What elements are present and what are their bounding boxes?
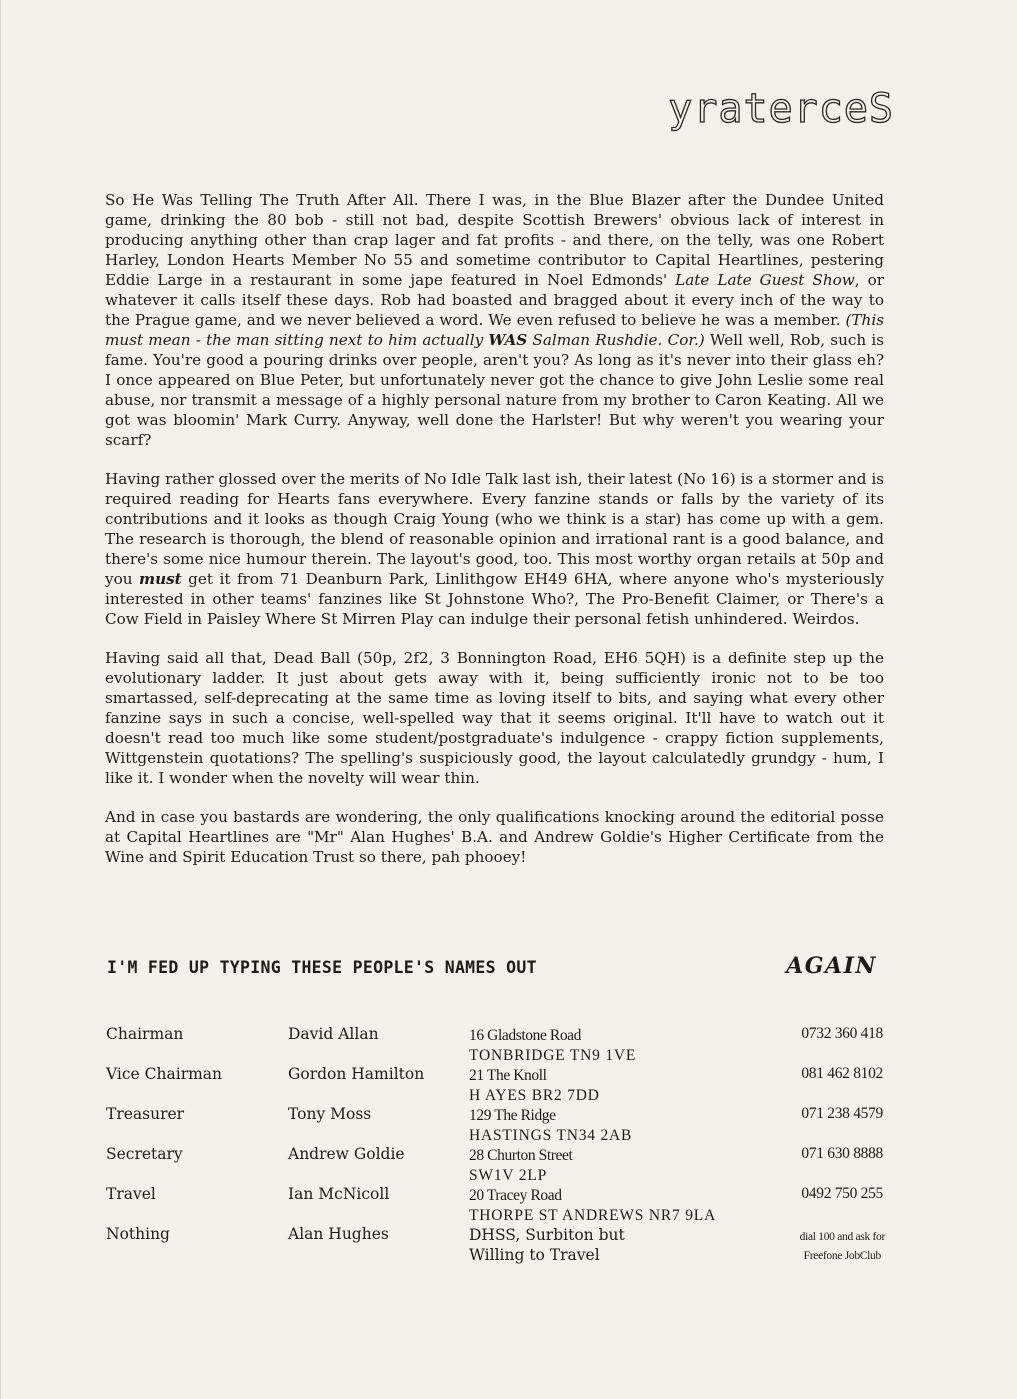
officer-row-vice-chairman (105, 1065, 895, 1105)
text-run: Having rather glossed over the merits of No Idle Talk last ish, their latest (No 16) is a stormer and is required reading for Hearts fans everywhere. Every fanzine stands or falls by the variety of its contributions and it looks as though Craig Young (who we think is a star) has come up with a gem. The research is thorough, the blend of reasonable opinion and irrational rant is a good balance, and there's some nice humour therein. The layout's good, too. This most worthy organ retails at 50p and you (105, 470, 884, 588)
officer-phone-note (800, 1228, 885, 1266)
article-body (105, 190, 884, 886)
address-street: 20 Tracey Road (469, 1187, 562, 1204)
officer-phone: 0492 750 255 (801, 1185, 883, 1202)
officer-role: Nothing (106, 1225, 170, 1243)
page-heading: yratercеS (668, 86, 894, 132)
officer-row-chairman (105, 1025, 895, 1065)
paragraph-3: Having said all that, Dead Ball (50p, 2f2, 3 Bonnington Road, EH6 5QH) is a definite step up the evolutionary ladder. It just about gets away with it, being sufficiently ironic not to be too smartassed, self-deprecating at the same time as loving itself to bits, and saying what every other fanzine says in such a concise, well-spelled way that it seems original. It'll have to watch out it doesn't read too much like some student/postgraduate's indulgence - crappy fiction supplements, Wittgenstein quotations? The spelling's suspiciously good, the layout calculatedly grundgy - hum, I like it. I wonder when the novelty will wear thin. (105, 649, 884, 787)
officer-role: Chairman (106, 1025, 184, 1043)
officer-phone: 081 462 8102 (801, 1065, 883, 1082)
text-run: Well well, Rob, such is fame. You're good a pouring drinks over people, aren't you? As long as it's never into their glass eh? I once appeared on Blue Peter, but unfortunately never got the chance to give John Leslie some real abuse, nor transmit a message of a highly personal nature from my brother to Caron Keating. All we got was bloomin' Mark Curry. Anyway, well done the Harlster! But why weren't you wearing your scarf? (105, 331, 884, 449)
officer-address (469, 1225, 625, 1265)
paragraph-1 (105, 190, 884, 450)
officer-name: Ian McNicoll (288, 1185, 390, 1203)
address-town: SW1V 2LP (469, 1167, 548, 1184)
text-run: , or whatever it calls itself these days. Rob had boasted and bragged about it every inch of the way to the Prague game, and we never believed a word. We even refused to believe he was a member. (105, 271, 885, 329)
officer-role: Vice Chairman (106, 1065, 223, 1083)
officer-role: Treasurer (106, 1105, 185, 1123)
officers-heading-text: I'M FED UP TYPING THESE PEOPLE'S NAMES OUT (107, 958, 537, 977)
address-town: TONBRIDGE TN9 1VE (469, 1047, 637, 1064)
officer-row-nothing (105, 1225, 895, 1265)
officer-row-travel (105, 1185, 895, 1225)
officer-row-secretary (105, 1145, 895, 1185)
officers-heading-emphasis: AGAIN (786, 953, 877, 979)
address-town: THORPE ST ANDREWS NR7 9LA (469, 1207, 717, 1224)
address-town: Willing to Travel (469, 1246, 600, 1264)
address-street: 28 Churton Street (469, 1147, 573, 1164)
address-town: H AYES BR2 7DD (469, 1087, 600, 1104)
officer-row-treasurer (105, 1105, 895, 1145)
officer-role: Secretary (106, 1145, 183, 1163)
text-run: So He Was Telling The Truth After All. There I was, in the Blue Blazer after the Dundee United game, drinking the 80 bob - still not bad, despite Scottish Brewers' obvious lack of interest in producing anything other than crap lager and fat profits - and there, on the telly, was one Robert Harley, London Hearts Member No 55 and sometime contributor to Capital Heartlines, pestering Eddie Large in a restaurant in some jape featured in Noel Edmonds' (105, 191, 884, 289)
officer-address (469, 1065, 600, 1106)
text-run: get it from 71 Deanburn Park, Linlithgow EH49 6HA, where anyone who's mysteriously interested in other teams' fanzines like St Johnstone Who?, The Pro-Benefit Claimer, or There's a Cow Field in Paisley Where St Mirren Play can indulge their personal fetish unhindered. Weirdos. (105, 570, 884, 628)
text-run: Salman Rushdie. Cor.) (527, 331, 705, 349)
address-street: 21 The Knoll (469, 1067, 547, 1084)
paragraph-4: And in case you bastards are wondering, the only qualifications knocking around the editorial posse at Capital Heartlines are "Mr" Alan Hughes' B.A. and Andrew Goldie's Higher Certificate from the Wine and Spirit Education Trust so there, pah phooey! (105, 808, 884, 866)
phone-note-line: dial 100 and ask for (799, 1231, 885, 1243)
officers-heading (107, 953, 883, 979)
officer-address (469, 1105, 632, 1146)
officer-name: Tony Moss (288, 1105, 372, 1123)
address-street: 129 The Ridge (469, 1107, 556, 1124)
emphasis-was: WAS (488, 331, 528, 349)
officer-phone: 0732 360 418 (801, 1025, 883, 1042)
officer-address (469, 1185, 716, 1226)
officer-role: Travel (106, 1185, 156, 1203)
officer-name: David Allan (288, 1025, 379, 1043)
address-street: 16 Gladstone Road (469, 1027, 582, 1044)
phone-note-line: Freefone JobClub (803, 1250, 881, 1262)
officer-address (469, 1025, 636, 1066)
officer-name: Gordon Hamilton (288, 1065, 425, 1083)
officer-name: Andrew Goldie (288, 1145, 405, 1163)
text-run: (This must mean - the man sitting next to him actually (105, 311, 884, 349)
paragraph-2 (105, 469, 884, 629)
emphasis-must: must (139, 570, 182, 588)
officer-phone: 071 238 4579 (801, 1105, 883, 1122)
address-town: HASTINGS TN34 2AB (469, 1127, 633, 1144)
show-title: Late Late Guest Show (675, 271, 855, 289)
officer-phone: 071 630 8888 (801, 1145, 883, 1162)
address-street: DHSS, Surbiton but (469, 1226, 625, 1244)
officers-table (105, 1025, 895, 1265)
officer-name: Alan Hughes (288, 1225, 389, 1243)
officer-address (469, 1145, 572, 1186)
